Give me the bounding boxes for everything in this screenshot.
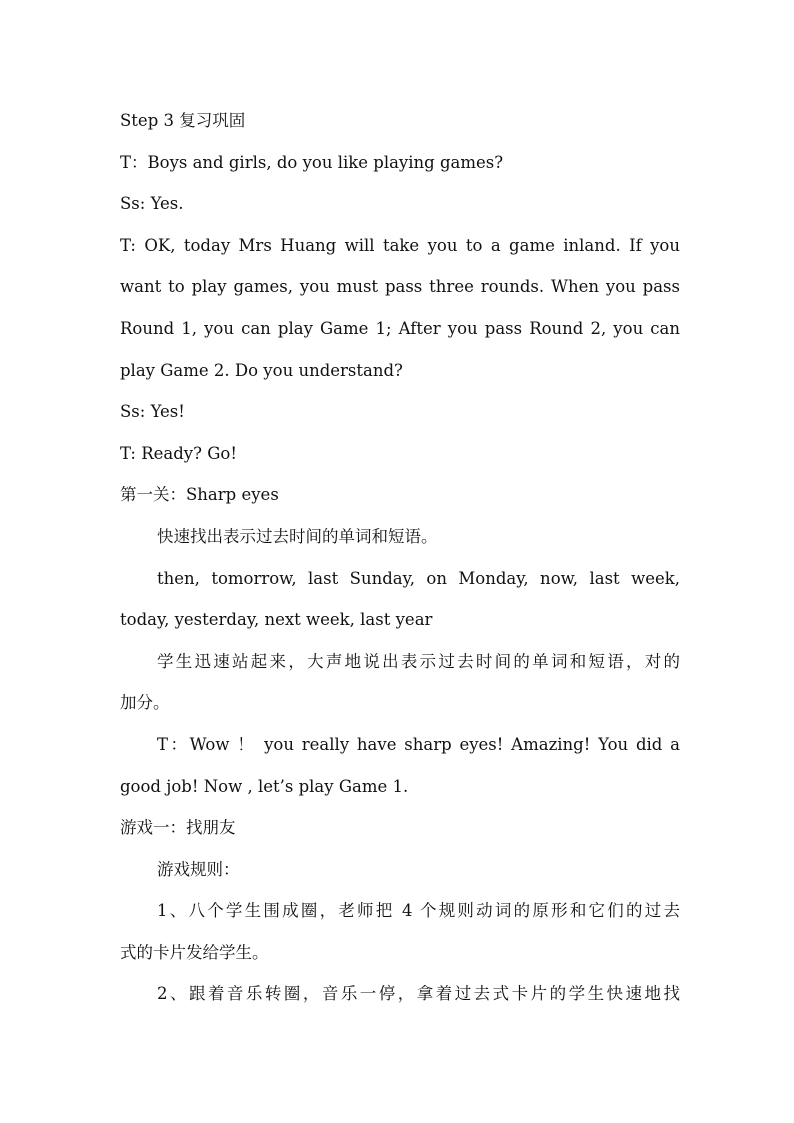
text-line: T：Wow ！ you really have sharp eyes! Amazing! You did a — [157, 734, 680, 754]
text-line: T：Boys and girls, do you like playing games? — [120, 152, 504, 172]
text-line: 第一关：Sharp eyes — [120, 485, 279, 505]
text-line: Ss: Yes. — [120, 194, 184, 214]
text-line: Ss: Yes! — [120, 402, 185, 422]
text-line: 式的卡片发给学生。 — [120, 942, 269, 962]
text-line: 快速找出表示过去时间的单词和短语。 — [157, 526, 438, 546]
text-line: 游戏规则： — [157, 859, 240, 879]
text-line: play Game 2. Do you understand? — [120, 360, 403, 380]
text-line: Step 3 复习巩固 — [120, 111, 246, 130]
text-line: want to play games, you must pass three rounds. When you pass — [120, 277, 680, 297]
text-line: today, yesterday, next week, last year — [120, 610, 433, 630]
text-line: 1、八个学生围成圈，老师把 4 个规则动词的原形和它们的过去 — [157, 901, 680, 921]
document-body — [120, 100, 680, 1015]
text-line: T: Ready? Go! — [120, 443, 237, 463]
text-line: T: OK, today Mrs Huang will take you to a game inland. If you — [120, 235, 680, 255]
text-line: 游戏一：找朋友 — [120, 818, 236, 838]
text-line: 2、跟着音乐转圈，音乐一停，拿着过去式卡片的学生快速地找 — [157, 984, 680, 1004]
text-line: 学生迅速站起来，大声地说出表示过去时间的单词和短语，对的 — [157, 651, 680, 671]
text-line: good job! Now , let’s play Game 1. — [120, 776, 409, 796]
text-line: Round 1, you can play Game 1; After you pass Round 2, you can — [120, 318, 680, 338]
text-line: then, tomorrow, last Sunday, on Monday, now, last week, — [157, 568, 680, 588]
text-line: 加分。 — [120, 693, 170, 713]
